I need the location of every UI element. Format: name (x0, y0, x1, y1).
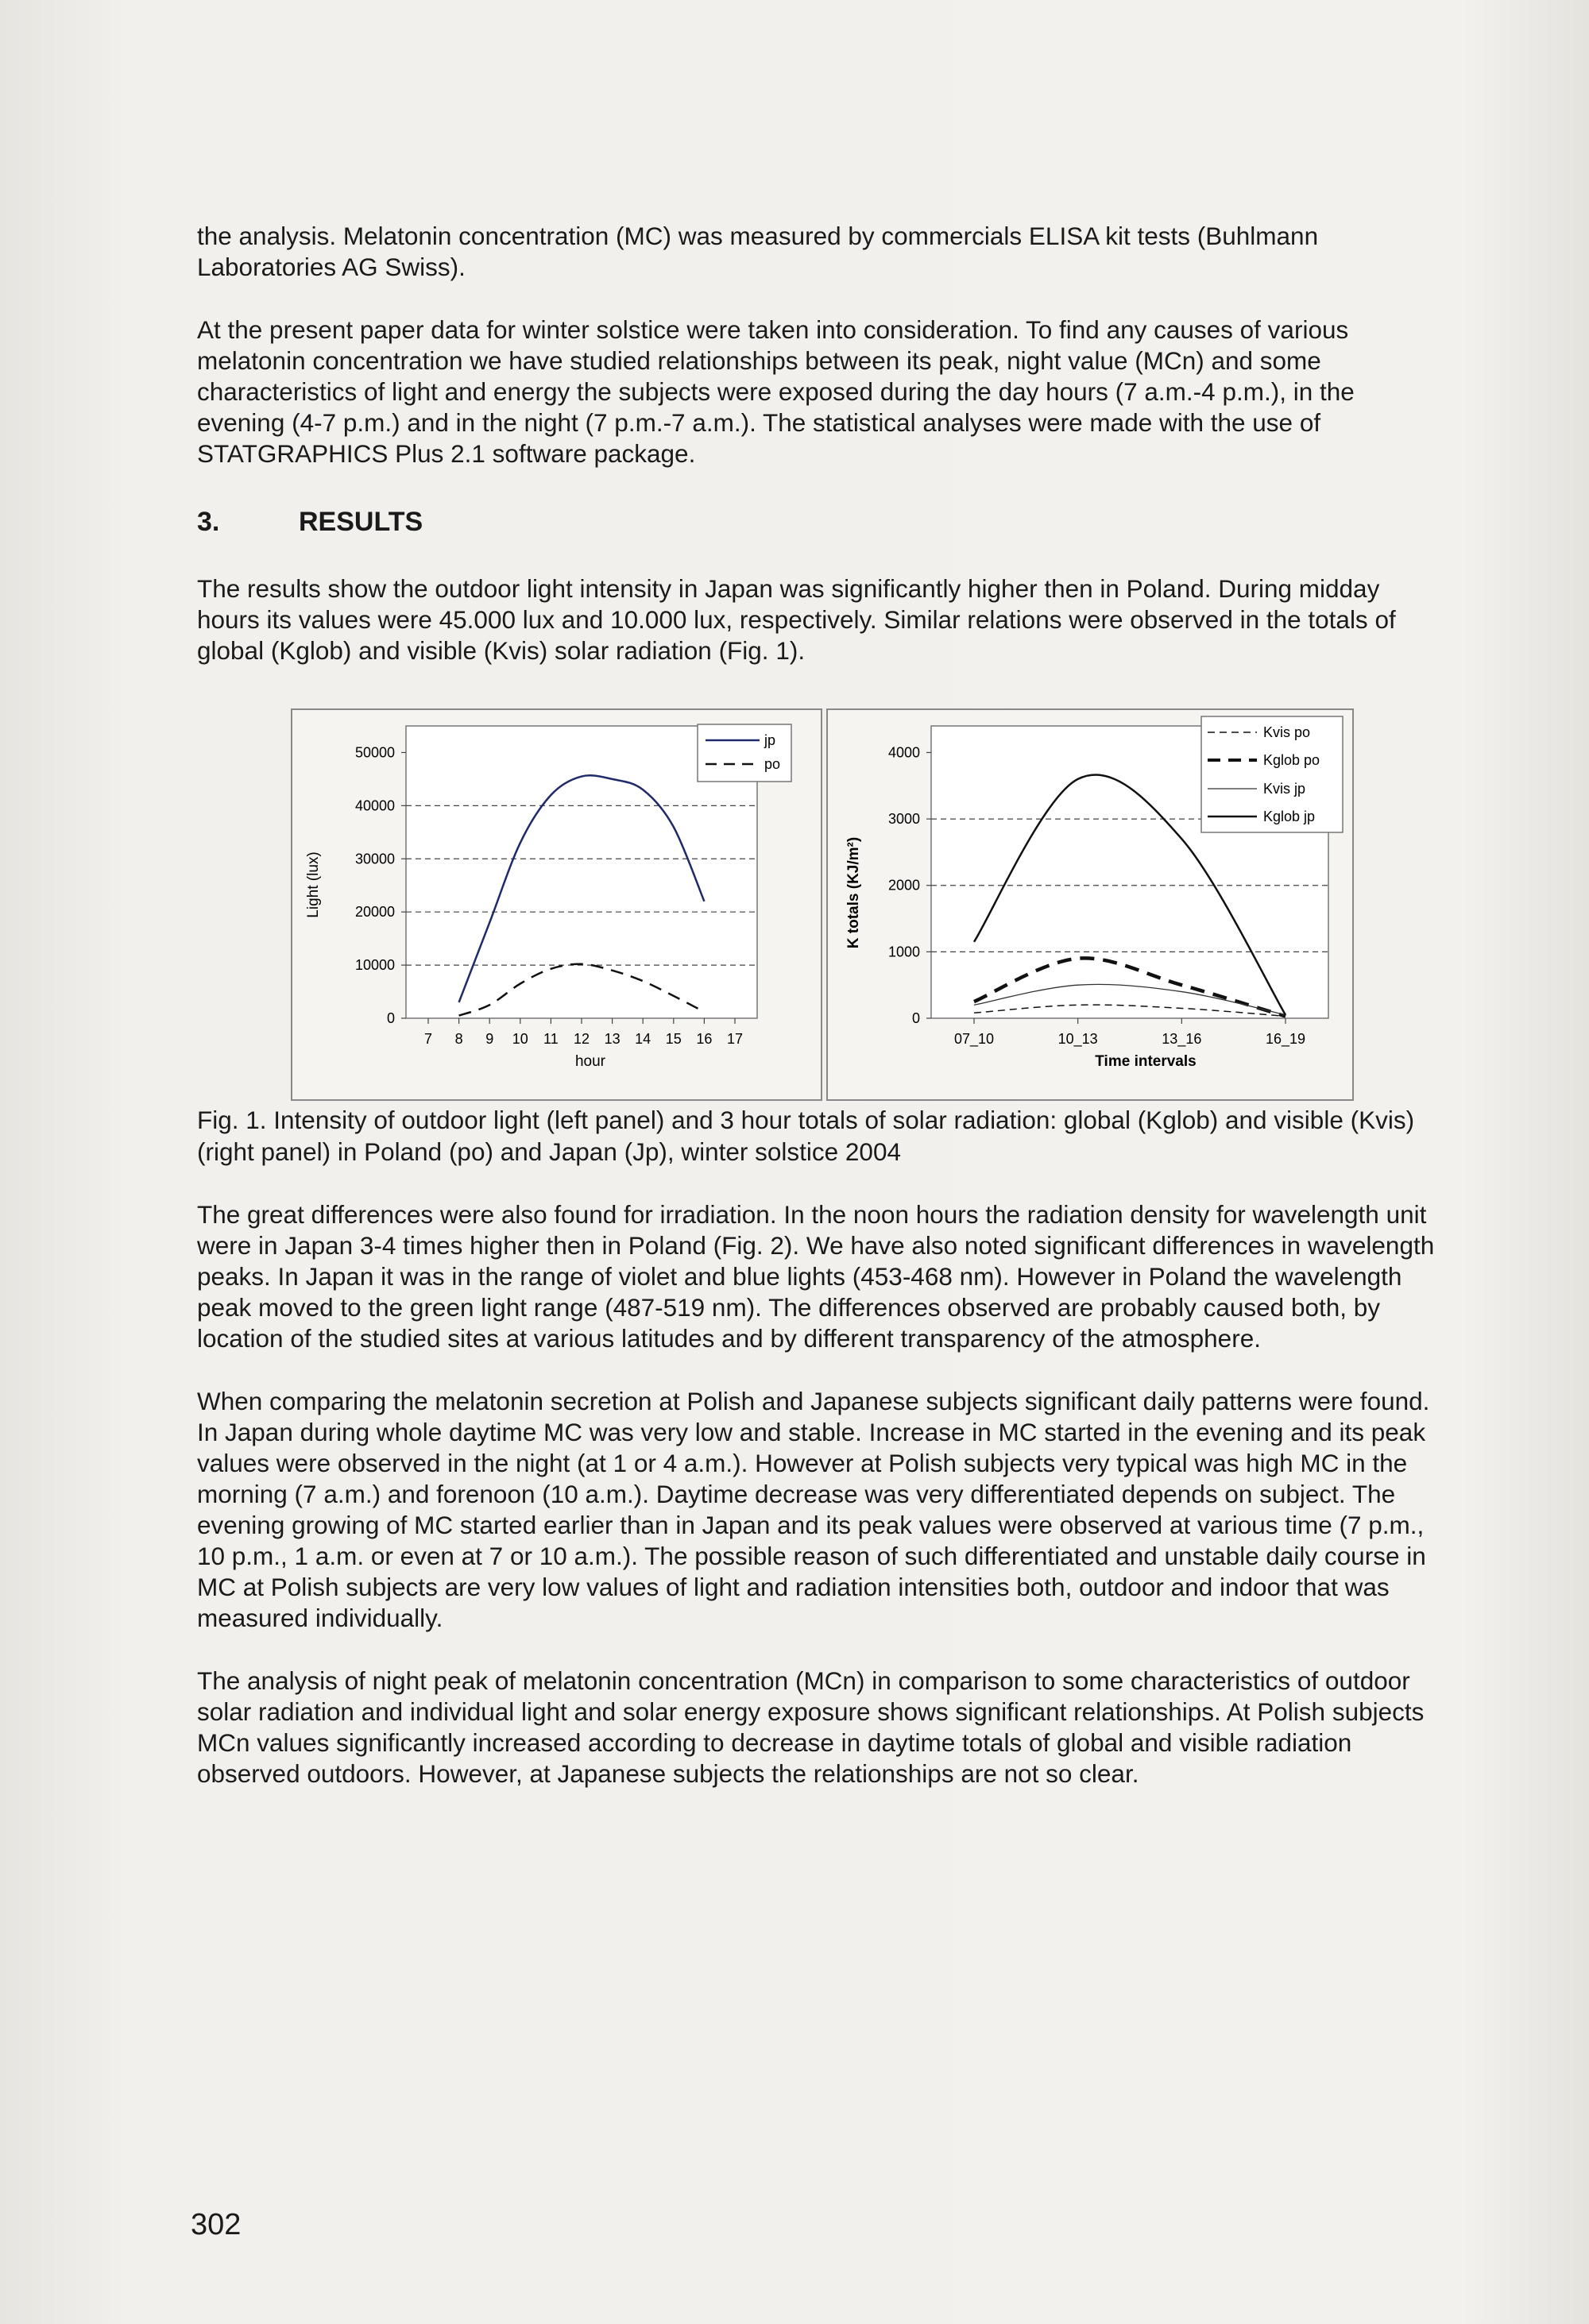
section-number: 3. (197, 507, 220, 537)
y-tick-label: 2000 (887, 877, 920, 894)
chart-light-intensity (292, 710, 821, 1099)
paragraph-melatonin: When comparing the melatonin secretion at Polish and Japanese subjects significant daily patterns were found. In Japan during whole daytime MC was very low and stable. Increase in MC started in the evening and its peak values were observed in the night (at 1 or 4 a.m.). However at Polish subjects very typical was high MC in the morning (7 a.m.) and forenoon (10 a.m.). Daytime decrease was very differentiated depends on subject. The evening growing of MC started earlier than in Japan and its peak values were observed at various time (7 p.m., 10 p.m., 1 a.m. or even at 7 or 10 a.m.). The possible reason of such differentiated and unstable daily course in MC at Polish subjects are very low values of light and radiation intensities both, outdoor and indoor that was measured individually. (197, 1387, 1430, 1632)
legend-label-kglob-jp: Kglob jp (1263, 809, 1316, 824)
x-tick-label: 11 (543, 1031, 559, 1047)
paragraph-night-peak: The analysis of night peak of melatonin concentration (MCn) in comparison to some characteristics of outdoor solar radiation and individual light and solar energy exposure shows significant relationships. At Polish subjects MCn values significantly increased according to decrease in daytime totals of global and visible radiation observed outdoors. However, at Japanese subjects the relationships are not so clear. (197, 1666, 1425, 1788)
paragraph-discussion (197, 1199, 1448, 1789)
figure-caption: Fig. 1. Intensity of outdoor light (left panel) and 3 hour totals of solar radiation: global (Kglob) and visible (Kvis) (right panel) in Poland (po) and Japan (Jp), winter solstice 2004 (197, 1106, 1415, 1166)
x-tick-label: 10 (512, 1031, 528, 1047)
legend-label-po: po (764, 756, 781, 772)
chart-light-intensity-frame (291, 708, 822, 1101)
x-tick-label: 9 (485, 1031, 494, 1047)
x-tick-label: 07_10 (953, 1031, 995, 1047)
y-tick-label: 3000 (887, 811, 920, 828)
y-tick-label: 10000 (354, 957, 395, 974)
x-tick-label: 7 (423, 1031, 433, 1047)
legend (1201, 716, 1343, 832)
x-tick-label: 12 (573, 1031, 590, 1047)
x-tick-label: 8 (454, 1031, 463, 1047)
paragraph-results (197, 573, 1448, 666)
legend-label-jp: jp (764, 732, 776, 748)
x-tick-label: 10_13 (1057, 1031, 1098, 1047)
y-tick-label: 50000 (354, 744, 395, 761)
paragraph-method-end: the analysis. Melatonin concentration (MC) was measured by commercials ELISA kit tests (Buhlmann Laboratories AG Swiss). (197, 222, 1319, 281)
x-axis-label: Time intervals (1095, 1053, 1197, 1070)
y-tick-label: 0 (386, 1010, 395, 1026)
x-tick-label: 13 (604, 1031, 621, 1047)
page-number: 302 (191, 2208, 242, 2241)
y-tick-label: 0 (911, 1010, 920, 1026)
y-axis-label: K totals (KJ/m²) (845, 836, 862, 949)
paragraph-irradiation: The great differences were also found for irradiation. In the noon hours the radiation density for wavelength unit were in Japan 3-4 times higher then in Poland (Fig. 2). We have also noted significant differences in wavelength peaks. In Japan it was in the range of violet and blue lights (453-468 nm). However in Poland the wavelength peak moved to the green light range (487-519 nm). The differences observed are probably caused both, by location of the studied sites at various latitudes and by different transparency of the atmosphere. (197, 1200, 1435, 1353)
y-tick-label: 30000 (354, 851, 395, 867)
x-tick-label: 15 (665, 1031, 682, 1047)
legend-label-kvis-po: Kvis po (1263, 724, 1311, 740)
paragraph-intro (197, 221, 1448, 469)
y-tick-label: 4000 (887, 744, 920, 761)
x-tick-label: 14 (635, 1031, 651, 1047)
legend-label-kvis-jp: Kvis jp (1263, 781, 1306, 797)
legend (698, 724, 791, 782)
y-axis-label: Light (lux) (305, 851, 322, 918)
legend-box (698, 724, 791, 782)
y-tick-label: 1000 (887, 944, 920, 960)
x-tick-label: 17 (726, 1031, 744, 1047)
paragraph-method-scope: At the present paper data for winter solstice were taken into consideration. To find any causes of various melatonin concentration we have studied relationships between its peak, night value (MCn) and some characteristics of light and energy the subjects were exposed during the day hours (7 a.m.-4 p.m.), in the evening (4-7 p.m.) and in the night (7 p.m.-7 a.m.). The statistical analyses were made with the use of STATGRAPHICS Plus 2.1 software package. (197, 315, 1355, 468)
legend-label-kglob-po: Kglob po (1263, 752, 1320, 768)
y-tick-label: 40000 (354, 797, 395, 814)
chart-radiation-totals (828, 710, 1352, 1099)
chart-radiation-totals-frame (826, 708, 1354, 1101)
x-tick-label: 16_19 (1265, 1031, 1306, 1047)
x-tick-label: 16 (696, 1031, 713, 1047)
x-tick-label: 13_16 (1162, 1031, 1202, 1047)
y-tick-label: 20000 (354, 904, 395, 921)
paragraph-results-text: The results show the outdoor light intensity in Japan was significantly higher then in Poland. During midday hours its values were 45.000 lux and 10.000 lux, respectively. Similar relations were observed in the totals of global (Kglob) and visible (Kvis) solar radiation (Fig. 1). (197, 574, 1396, 665)
section-title: RESULTS (299, 507, 423, 537)
x-axis-label: hour (574, 1053, 606, 1070)
section-heading (197, 507, 423, 538)
